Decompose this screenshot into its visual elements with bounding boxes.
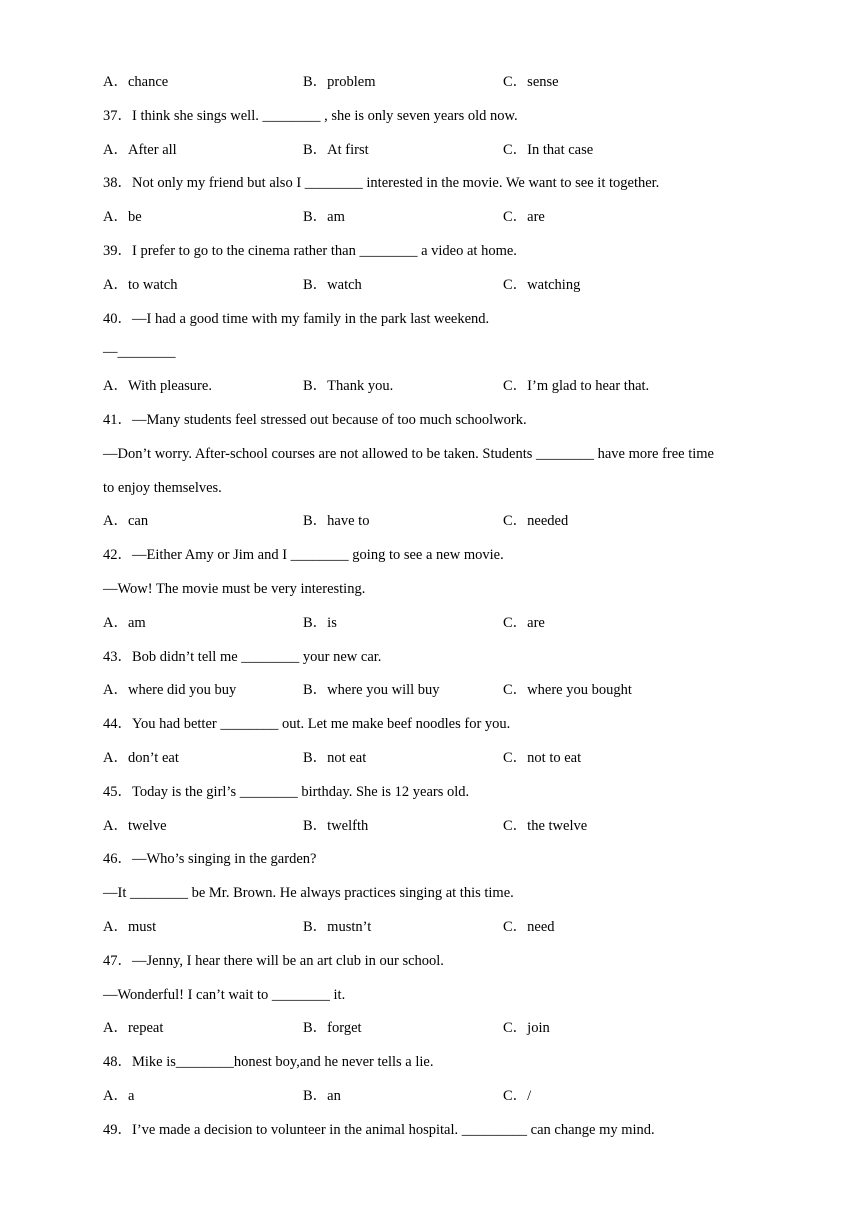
question-text: 49．I’ve made a decision to volunteer in the animal hospital. _________ can change my mind. xyxy=(103,1122,655,1138)
question-text: —It ________ be Mr. Brown. He always practices singing at this time. xyxy=(103,885,514,901)
option-c: C．not to eat xyxy=(503,750,582,766)
options-row xyxy=(0,680,860,700)
options-row xyxy=(0,748,860,768)
option-a: A．don’t eat xyxy=(103,750,179,766)
options-row xyxy=(0,1086,860,1106)
option-a: A．chance xyxy=(103,74,169,90)
question-text: —Wonderful! I can’t wait to ________ it. xyxy=(103,987,346,1003)
option-b: B．is xyxy=(303,615,337,631)
option-a: A．to watch xyxy=(103,277,178,293)
option-b: B．watch xyxy=(303,277,362,293)
option-c: C．need xyxy=(503,919,555,935)
question-text: to enjoy themselves. xyxy=(103,480,222,496)
option-b: B．not eat xyxy=(303,750,367,766)
options-row xyxy=(0,275,860,295)
question-text: 45．Today is the girl’s ________ birthday. She is 12 years old. xyxy=(103,784,470,800)
question-text: 43．Bob didn’t tell me ________ your new car. xyxy=(103,649,382,665)
option-c: C．/ xyxy=(503,1088,532,1104)
option-a: A．With pleasure. xyxy=(103,378,212,394)
option-a: A．twelve xyxy=(103,818,167,834)
option-b: B．At first xyxy=(303,142,369,158)
option-c: C．where you bought xyxy=(503,682,632,698)
options-row xyxy=(0,72,860,92)
option-c: C．are xyxy=(503,209,545,225)
option-a: A．be xyxy=(103,209,142,225)
option-c: C．the twelve xyxy=(503,818,588,834)
question-text: 39．I prefer to go to the cinema rather than ________ a video at home. xyxy=(103,243,517,259)
option-a: A．After all xyxy=(103,142,177,158)
options-row xyxy=(0,613,860,633)
question-text: —Don’t worry. After-school courses are not allowed to be taken. Students ________ have more free time xyxy=(103,446,714,462)
option-c: C．are xyxy=(503,615,545,631)
question-text: 41．—Many students feel stressed out because of too much schoolwork. xyxy=(103,412,527,428)
question-text: 46．—Who’s singing in the garden? xyxy=(103,851,317,867)
question-text: —________ xyxy=(103,344,176,360)
option-b: B．an xyxy=(303,1088,341,1104)
question-text: 42．—Either Amy or Jim and I ________ going to see a new movie. xyxy=(103,547,504,563)
option-a: A．must xyxy=(103,919,157,935)
option-c: C．I’m glad to hear that. xyxy=(503,378,650,394)
question-text: —Wow! The movie must be very interesting. xyxy=(103,581,366,597)
option-c: C．needed xyxy=(503,513,569,529)
option-c: C．In that case xyxy=(503,142,594,158)
option-c: C．watching xyxy=(503,277,581,293)
options-row xyxy=(0,376,860,396)
options-row xyxy=(0,917,860,937)
options-row xyxy=(0,1018,860,1038)
option-a: A．am xyxy=(103,615,146,631)
question-text: 38．Not only my friend but also I ________ interested in the movie. We want to see it together. xyxy=(103,175,660,191)
question-text: 47．—Jenny, I hear there will be an art club in our school. xyxy=(103,953,444,969)
option-b: B．twelfth xyxy=(303,818,369,834)
question-text: 37．I think she sings well. ________ , she is only seven years old now. xyxy=(103,108,518,124)
option-b: B．where you will buy xyxy=(303,682,440,698)
option-a: A．repeat xyxy=(103,1020,164,1036)
option-b: B．mustn’t xyxy=(303,919,372,935)
option-c: C．sense xyxy=(503,74,559,90)
options-row xyxy=(0,140,860,160)
options-row xyxy=(0,511,860,531)
question-text: 48．Mike is________honest boy,and he never tells a lie. xyxy=(103,1054,434,1070)
option-c: C．join xyxy=(503,1020,550,1036)
option-b: B．am xyxy=(303,209,345,225)
option-a: A．a xyxy=(103,1088,135,1104)
option-b: B．Thank you. xyxy=(303,378,394,394)
options-row xyxy=(0,816,860,836)
options-row xyxy=(0,207,860,227)
option-a: A．can xyxy=(103,513,149,529)
question-text: 44．You had better ________ out. Let me make beef noodles for you. xyxy=(103,716,511,732)
option-b: B．problem xyxy=(303,74,376,90)
question-text: 40．—I had a good time with my family in the park last weekend. xyxy=(103,311,490,327)
option-b: B．forget xyxy=(303,1020,362,1036)
option-b: B．have to xyxy=(303,513,370,529)
option-a: A．where did you buy xyxy=(103,682,237,698)
